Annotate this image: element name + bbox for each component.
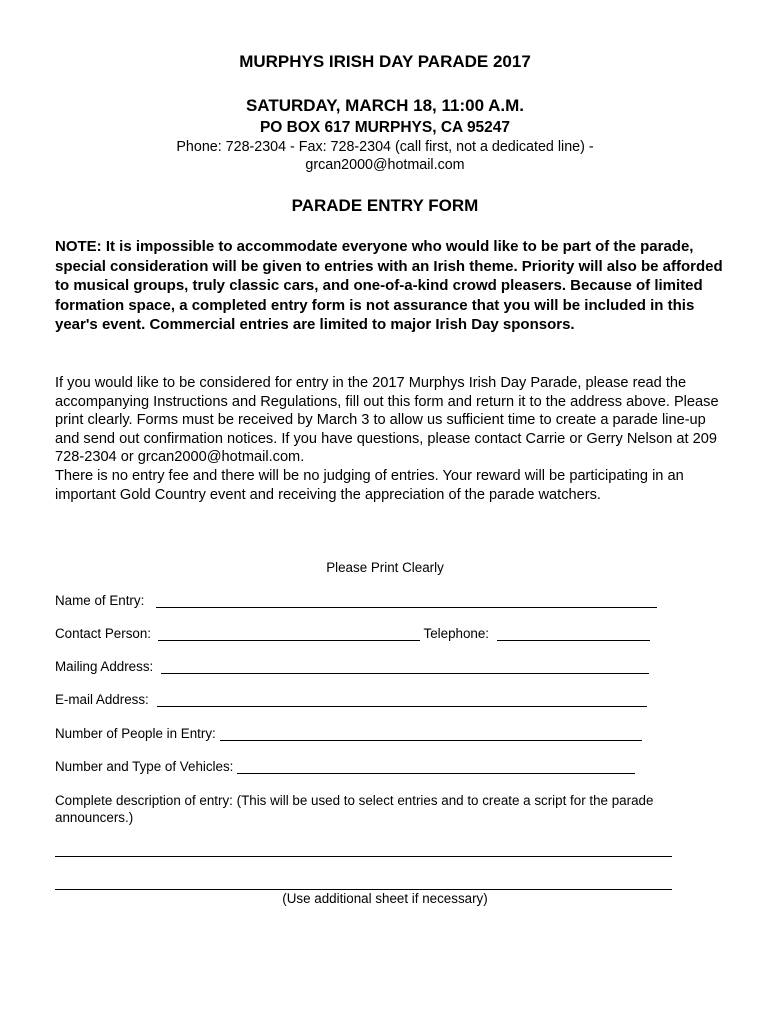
vehicles-row — [55, 759, 635, 777]
number-of-people-row — [55, 726, 642, 744]
description-line-2[interactable] — [55, 889, 672, 890]
intro-paragraph-2: There is no entry fee and there will be no judging of entries. Your reward will be participating in an important Gold Country event and receiving the appreciation of the parade watchers. — [55, 467, 684, 503]
mailing-address-header: PO BOX 617 MURPHYS, CA 95247 — [259, 119, 511, 136]
email-address-label: E-mail Address: — [55, 692, 149, 707]
parade-date: SATURDAY, MARCH 18, 11:00 A.M. — [245, 96, 525, 115]
form-title: PARADE ENTRY FORM — [291, 196, 479, 215]
name-of-entry-label: Name of Entry: — [55, 593, 145, 608]
telephone-field[interactable] — [497, 626, 650, 641]
additional-sheet-note: (Use additional sheet if necessary) — [282, 891, 488, 906]
name-of-entry-field[interactable] — [156, 593, 657, 608]
telephone-label: Telephone: — [423, 626, 490, 641]
intro-paragraph-1: If you would like to be considered for entry in the 2017 Murphys Irish Day Parade, please read the accompanying Instructions and Regulations, fill out this form and return it to the address above. Please print clearly. Forms must be received by March 3 to allow us sufficient time to create a parade line-up and send out confirmation notices. If you have questions, please contact Carrie or Gerry Nelson at 209 728-2304 or grcan2000@hotmail.com. — [55, 375, 719, 466]
parade-title: MURPHYS IRISH DAY PARADE 2017 — [239, 52, 531, 71]
print-clearly-instruction: Please Print Clearly — [326, 560, 444, 575]
description-label: Complete description of entry: (This will be used to select entries and to create a script for the parade announcers.) — [55, 793, 654, 825]
phone-line: Phone: 728-2304 - Fax: 728-2304 (call first, not a dedicated line) - — [176, 139, 594, 155]
vehicles-field[interactable] — [237, 759, 635, 774]
intro-text — [55, 374, 725, 504]
mailing-address-field[interactable] — [161, 659, 649, 674]
number-of-people-label: Number of People in Entry: — [55, 726, 216, 741]
note-paragraph: NOTE: It is impossible to accommodate everyone who would like to be part of the parade, special consideration will be given to entries with an Irish theme. Priority will also be afforded to musical groups, truly classic cars, and one-of-a-kind crowd pleasers. Because of limited formation space, a completed entry form is not assurance that you will be included in this year's event. Commercial entries are limited to major Irish Day sponsors. — [55, 238, 723, 334]
email-address-row — [55, 692, 647, 710]
name-of-entry-row — [55, 593, 657, 611]
vehicles-label: Number and Type of Vehicles: — [55, 759, 234, 774]
mailing-address-label: Mailing Address: — [55, 659, 154, 674]
contact-person-field[interactable] — [158, 626, 420, 641]
number-of-people-field[interactable] — [220, 726, 642, 741]
mailing-address-row — [55, 659, 649, 677]
description-line-1[interactable] — [55, 856, 672, 857]
email-address-field[interactable] — [157, 692, 647, 707]
email-line: grcan2000@hotmail.com — [305, 157, 465, 173]
contact-person-label: Contact Person: — [55, 626, 152, 641]
contact-row — [55, 626, 650, 644]
